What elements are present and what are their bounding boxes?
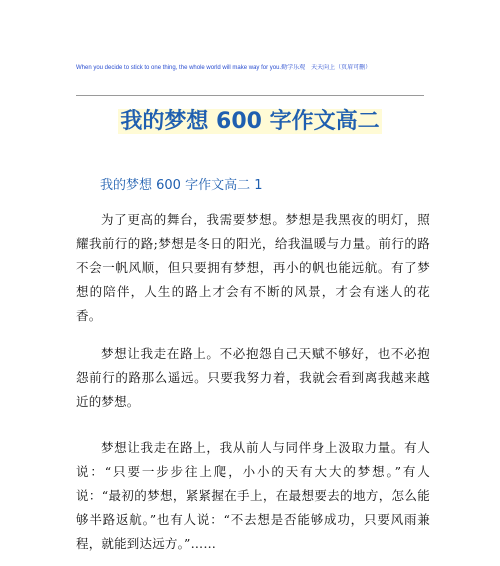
paragraph-2: 梦想让我走在路上。不必抱怨自己天赋不够好，也不必抱怨前行的路那么遥远。只要我努力着，我就会看到离我越来越近的梦想。: [76, 346, 430, 409]
paragraph-3: 梦想让我走在路上，我从前人与同伴身上汲取力量。有人说：“只要一步步往上爬，小小的天有大大的梦想。”有人说：“最初的梦想，紧紧握在手上，在最想要去的地方，怎么能够半路返航。”也有人说：“不去想是否能够成功，只要风雨兼程，就能到达远方。”……: [76, 440, 430, 551]
page-header: When you decide to stick to one thing, the whole world will make way for you.勤学乐观 天天向上（页眉可删）: [76, 65, 372, 71]
section-heading: 我的梦想 600 字作文高二 1: [100, 178, 263, 193]
paragraph-1: 为了更高的舞台，我需要梦想。梦想是我黑夜的明灯，照耀我前行的路;梦想是冬日的阳光，给我温暖与力量。前行的路不会一帆风顺，但只要拥有梦想，再小的帆也能远航。有了梦想的陪伴，人生的路上才会有不断的风景，才会有迷人的花香。: [76, 212, 430, 323]
header-divider: [76, 95, 424, 96]
document-title-text: 我的梦想 600 字作文高二: [120, 109, 380, 134]
document-title: [0, 107, 500, 137]
